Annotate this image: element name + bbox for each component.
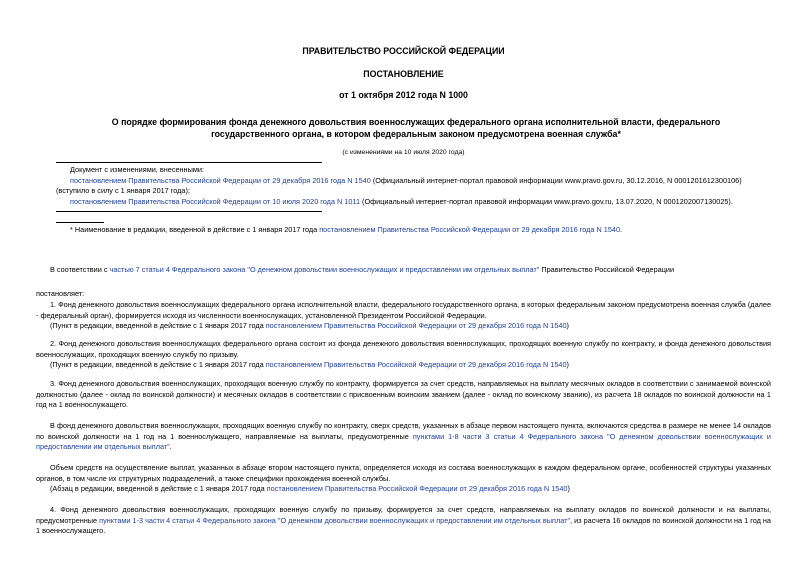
paragraph-3b-link[interactable]: пунктами 1-8 части 3 статьи 4 Федерального закона "О денежном довольствии военнослужащих и предоставлении им отдельных выплат" bbox=[36, 431, 771, 451]
paragraph-3b bbox=[36, 421, 771, 453]
paragraph-2-note-link[interactable]: постановлением Правительства Российской Федерации от 29 декабря 2016 года N 1540 bbox=[265, 360, 567, 369]
document-title: О порядке формирования фонда денежного довольствия военнослужащих федерального органа исполнительной власти, федерального государственного органа, в котором федеральным законом предусмотрена военная служба* bbox=[111, 117, 721, 139]
paragraph-3c-note-link[interactable]: постановлением Правительства Российской Федерации от 29 декабря 2016 года N 1540 bbox=[266, 484, 568, 493]
changes-text-1: (Официальный интернет-портал правовой информации www.pravo.gov.ru, 30.12.2016, N 0001201612300106) (вступило в силу с 1 января 2017 года); bbox=[56, 175, 742, 195]
divider-top bbox=[56, 162, 322, 163]
paragraph-3: 3. Фонд денежного довольствия военнослужащих, проходящих военную службу по контракту, формируется за счет средств, направляемых на выплату месячных окладов в соответствии с занимаемой воинской должностью (далее - оклад по воинской должности) и месячных окладов в соответствии с присвоенным воинским званием (далее - оклад по воинскому званию), из расчета 18 окладов по воинской должности на 1 год на 1 военнослужащего. bbox=[36, 379, 771, 409]
changes-intro: Документ с изменениями, внесенными: bbox=[70, 165, 204, 174]
footnote-link[interactable]: постановлением Правительства Российской Федерации от 29 декабря 2016 года N 1540 bbox=[319, 225, 621, 234]
paragraph-4-post: , из расчета 16 окладов по воинской должности на 1 год на 1 военнослужащего. bbox=[36, 515, 771, 535]
paragraph-3c-note bbox=[36, 484, 771, 495]
footnote-rule bbox=[56, 222, 104, 223]
paragraph-2 bbox=[36, 339, 771, 371]
footnote bbox=[56, 225, 771, 236]
paragraph-3b-pre: В фонд денежного довольствия военнослужащих, проходящих военную службу по контракту, сверх средств, указанных в абзаце первом настоящего пункта, включаются средства в размере не менее 14 окладов по воинской должности на 1 год на 1 военнослужащего, направляемые на выплаты, предусмотренные bbox=[36, 421, 771, 441]
government-name: ПРАВИТЕЛЬСТВО РОССИЙСКОЙ ФЕДЕРАЦИИ bbox=[302, 46, 505, 56]
paragraph-4-link[interactable]: пунктами 1-3 части 4 статьи 4 Федерального закона "О денежном довольствии военнослужащих и предоставлении им отдельных выплат" bbox=[99, 515, 571, 525]
paragraph-1-text: 1. Фонд денежного довольствия военнослужащих федерального органа исполнительной власти, федерального государственного органа, в которых федеральным законом предусмотрена военная служба (далее - федеральный орган), формируется исходя из численности военнослужащих, установленной Президентом Российской Федерации. bbox=[36, 300, 771, 320]
paragraph-1-note-post: ) bbox=[566, 321, 569, 330]
footnote-text: * Наименование в редакции, введенной в действие с 1 января 2017 года bbox=[70, 225, 320, 234]
paragraph-2-note-post: ) bbox=[566, 360, 569, 369]
paragraph-2-text: 2. Фонд денежного довольствия военнослужащих федерального органа состоит из фонда денежного довольствия военнослужащих, проходящих военную службу по контракту, и фонда денежного довольствия военнослужащих, проходящих военную службу по призыву. bbox=[36, 339, 771, 359]
paragraph-3c-note-post: ) bbox=[567, 484, 570, 493]
divider-middle bbox=[56, 211, 322, 212]
changes-item-2 bbox=[56, 197, 771, 208]
resolves: постановляет: bbox=[36, 289, 85, 298]
paragraph-2-note-pre: (Пункт в редакции, введенной в действие с 1 января 2017 года bbox=[50, 360, 266, 369]
paragraph-4-pre: 4. Фонд денежного довольствия военнослужащих, проходящих военную службу по призыву, формируется за счет средств, направляемых на выплату окладов по воинской должности и на выплаты, предусмотренные bbox=[36, 505, 771, 525]
changes-text-2: (Официальный интернет-портал правовой информации www.pravo.gov.ru, 13.07.2020, N 0001202007130025). bbox=[360, 196, 733, 206]
paragraph-3c-note-pre: (Абзац в редакции, введенной в действие с 1 января 2017 года bbox=[50, 484, 267, 493]
paragraph-1-note bbox=[36, 321, 771, 332]
paragraph-3c-text: Объем средств на осуществление выплат, указанных в абзаце втором настоящего пункта, определяется исходя из состава военнослужащих в каждом федеральном органе, особенностей структуры указанных органов, в том числе их структурных подразделений, а также специфики прохождения военной службы. bbox=[36, 463, 771, 483]
paragraph-1-note-link[interactable]: постановлением Правительства Российской Федерации от 29 декабря 2016 года N 1540 bbox=[265, 321, 567, 330]
footnote-end: . bbox=[620, 225, 623, 234]
changes-link-1[interactable]: постановлением Правительства Российской Федерации от 29 декабря 2016 года N 1540 bbox=[70, 175, 371, 185]
paragraph-3c bbox=[36, 463, 771, 495]
document-date: от 1 октября 2012 года N 1000 bbox=[339, 90, 468, 100]
preamble-post: Правительство Российской Федерации bbox=[539, 265, 675, 274]
paragraph-1 bbox=[36, 300, 771, 332]
changes-link-2[interactable]: постановлением Правительства Российской Федерации от 10 июля 2020 года N 1011 bbox=[70, 196, 361, 206]
preamble bbox=[36, 265, 771, 276]
changes-block bbox=[56, 165, 771, 207]
document-type: ПОСТАНОВЛЕНИЕ bbox=[363, 69, 444, 79]
changes-item-1 bbox=[56, 176, 771, 197]
paragraph-1-note-pre: (Пункт в редакции, введенной в действие с 1 января 2017 года bbox=[50, 321, 266, 330]
preamble-link[interactable]: частью 7 статьи 4 Федерального закона "О денежном довольствии военнослужащих и предоставлении им отдельных выплат" bbox=[109, 265, 540, 274]
paragraph-2-note bbox=[36, 360, 771, 371]
paragraph-3b-post: . bbox=[169, 442, 172, 451]
paragraph-4 bbox=[36, 505, 771, 537]
preamble-pre: В соответствии с bbox=[50, 265, 110, 274]
amendment-note: (с изменениями на 10 июля 2020 года) bbox=[342, 149, 465, 156]
